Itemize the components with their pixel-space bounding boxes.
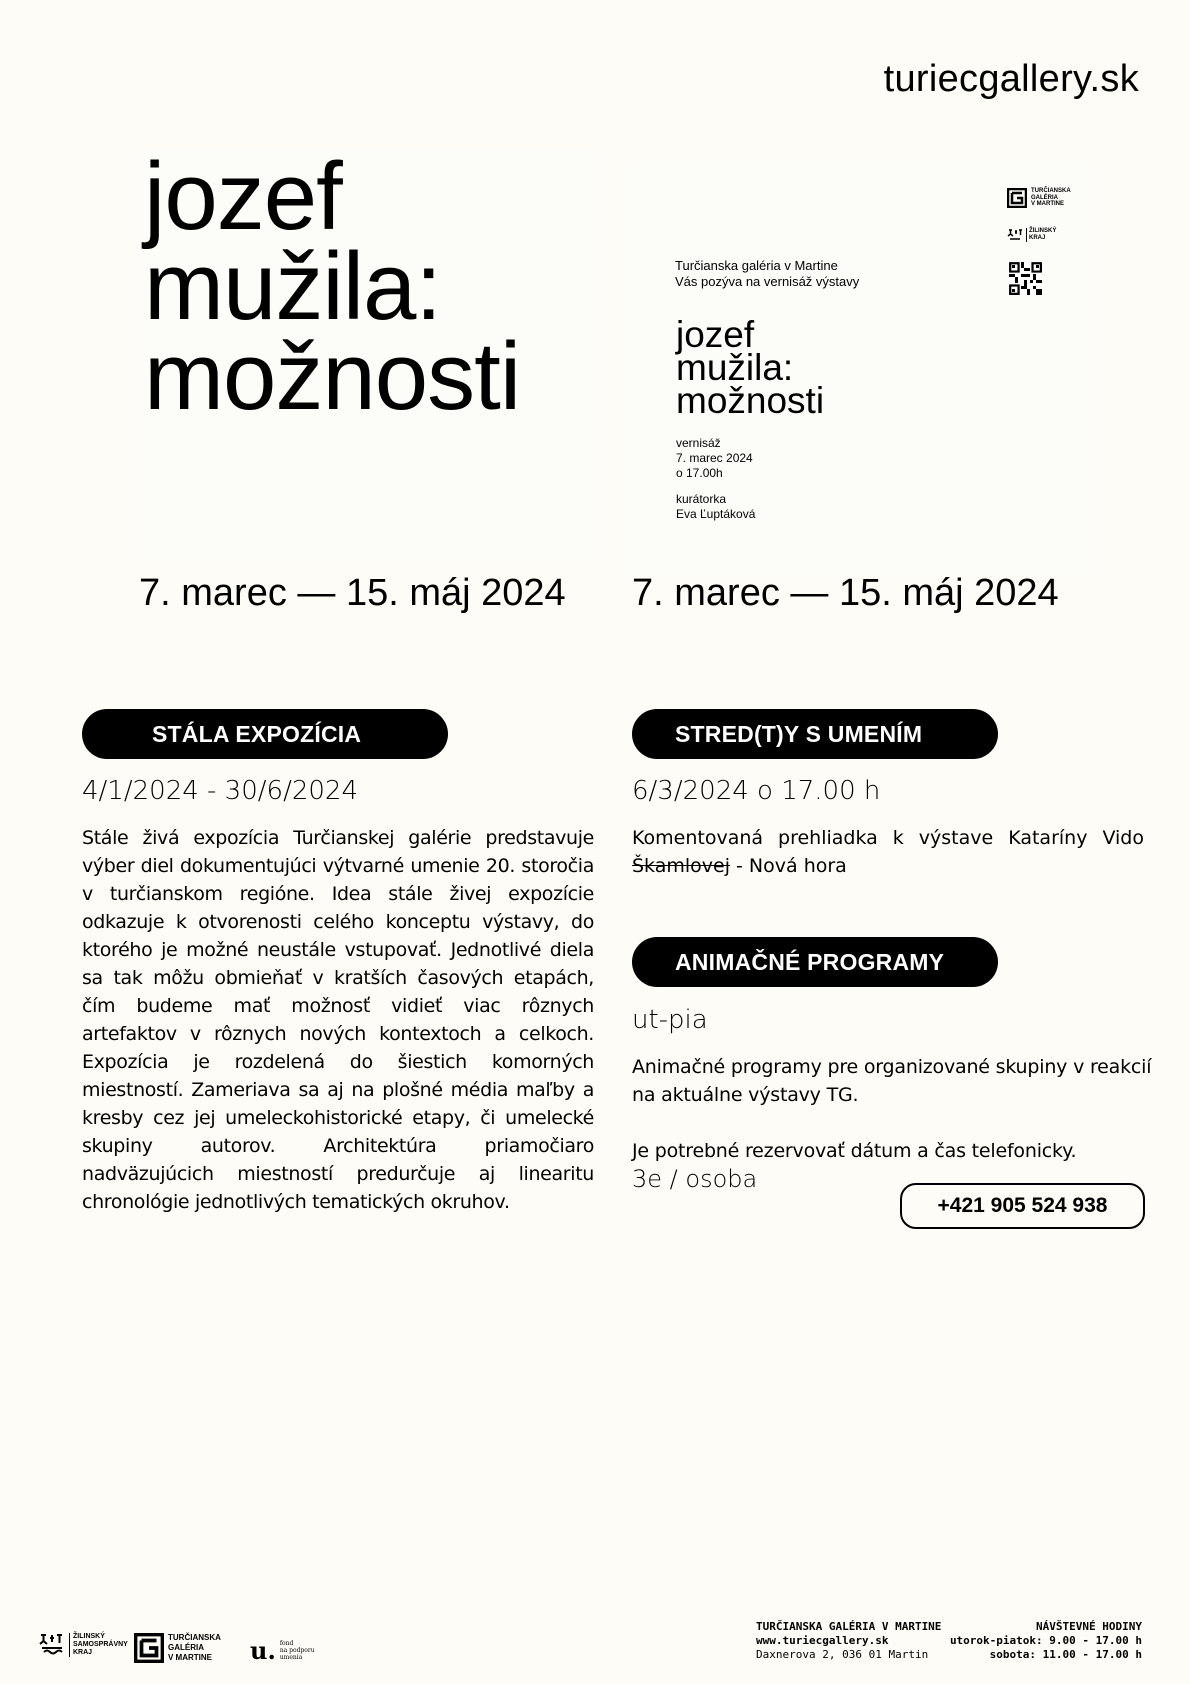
animacne-title: ut-pia [632,1005,708,1035]
title-line: jozef [144,143,342,250]
stala-description: Stále živá expozícia Turčianskej galérie predstavuje výber diel dokumentujúci výtvarné umenie 20. storočia v turčianskom regióne. Idea stále živej expozície odkazuje k otvorenosti celého konceptu výstavy, do ktorého je možné neustále vstupovať. Jednotlivé diela sa tak môžu obmieňať v kratších časových etapách, čím budeme mať možnosť vidieť viac rôznych artefaktov v rôznych nových kontextoch a celkoch. Expozícia je rozdelená do šiestich komorných miestností. Zameriava sa aj na plošné média maľby a kresby cez jej umeleckohistorické etapy, či umelecké skupiny autorov. Architektúra priamočiaro nadväzujúcich miestností predurčuje aj linearitu chronológie jednotlivých tematických okruhov. [82,827,594,1213]
site-url[interactable]: turiecgallery.sk [883,58,1139,100]
price: 3e / osoba [632,1165,758,1193]
stredy-description: Komentovaná prehliadka k výstave Kataríny Vido Škamlovej - Nová hora [632,827,1144,877]
exhibition-title [144,143,521,430]
zilinsky-kraj-logo: ŽILINSKÝ SAMOSPRÁVNY KRAJ [39,1632,128,1658]
gallery-logo-icon [1007,188,1027,208]
fond-mark: u. [250,1635,276,1665]
stala-period: 4/1/2024 - 30/6/2024 [82,776,358,806]
opening-hours: NÁVŠTEVNÉ HODINY utorok-piatok: 9.00 - 17.00 h sobota: 11.00 - 17.00 h [949,1620,1142,1661]
hours-title: NÁVŠTEVNÉ HODINY [1036,1620,1142,1633]
contact-address: Daxnerova 2, 036 01 Martin [756,1648,929,1661]
exhibition-dates: 7. marec — 15. máj 2024 [632,572,1059,614]
kraj-emblem-icon [39,1632,65,1658]
struck-name: Škamlovej [632,855,730,877]
stredy-heading: STRED(T)Y S UMENÍM [632,709,998,759]
stala-expozicia-heading: STÁLA EXPOZÍCIA [82,709,448,759]
invitation-intro: Turčianska galéria v Martine Vás pozýva na vernisáž výstavy [675,258,860,289]
gallery-logo-icon [134,1633,164,1663]
footer-contact [756,1620,941,1662]
invitation-curator: kurátorka Eva Ľuptáková [676,492,756,521]
contact-name: TURČIANSKA GALÉRIA V MARTINE [756,1620,942,1633]
invitation-vernisaz: vernisáž 7. marec 2024 o 17.00h [676,436,753,480]
kraj-logo-small: ŽILINSKÝ KRAJ [1007,228,1056,242]
kraj-emblem-icon [1007,228,1023,242]
exhibition-dates: 7. marec — 15. máj 2024 [139,572,566,614]
reservation-note: Je potrebné rezervovať dátum a čas telefonicky. [632,1140,1077,1162]
fond-na-podporu-umenia-logo: u. fond na podporu umenia [250,1635,315,1665]
phone-button[interactable]: +421 905 524 938 [900,1183,1145,1229]
invitation-title: jozef mužila: možnosti [676,314,825,421]
animacne-heading: ANIMAČNÉ PROGRAMY [632,937,998,987]
stredy-datetime: 6/3/2024 o 17.00 h [632,776,881,806]
animacne-description: Animačné programy pre organizované skupiny v reakcií na aktuálne výstavy TG. [632,1056,1152,1106]
gallery-logo-small: TURČIANSKA GALÉRIA V MARTINE [1007,188,1071,208]
qr-code-icon[interactable] [1009,262,1042,295]
contact-web[interactable]: www.turiecgallery.sk [756,1634,889,1647]
title-line: možnosti [144,323,521,430]
turcianska-galeria-logo: TURČIANSKA GALÉRIA V MARTINE [134,1633,221,1663]
title-line: mužila: [144,233,442,340]
